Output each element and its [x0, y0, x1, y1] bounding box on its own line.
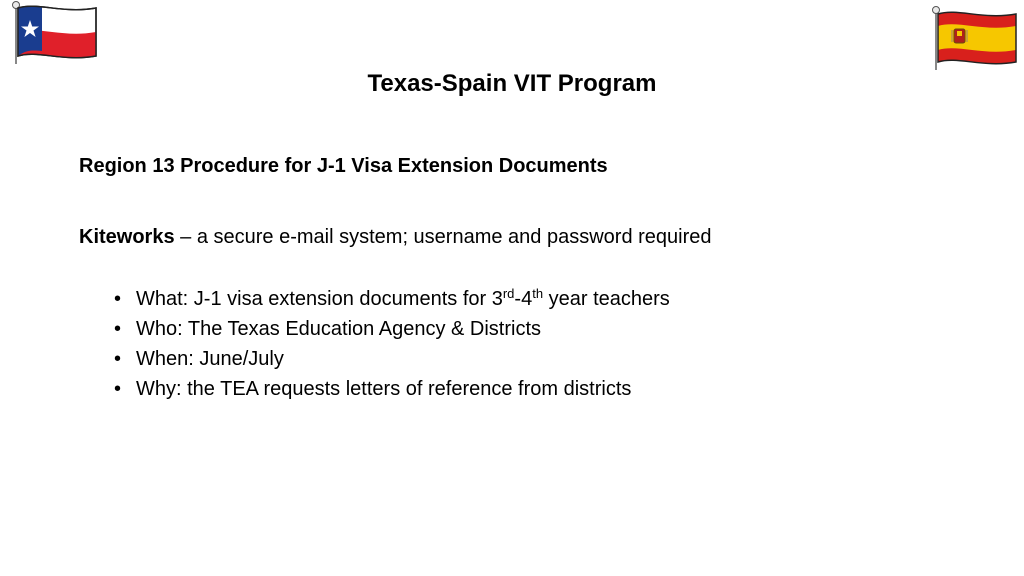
- bullet-dot-icon: •: [114, 318, 122, 340]
- bullet-list: [114, 284, 670, 404]
- page-title: Texas-Spain VIT Program: [367, 70, 657, 97]
- intro-line: [79, 226, 712, 249]
- bullet-dot-icon: •: [114, 288, 122, 310]
- bullet-what: • What: J-1 visa extension documents for 3rd-4th year teachers: [114, 284, 670, 314]
- bullet-when: • When: June/July: [114, 344, 670, 374]
- bullet-why: • Why: the TEA requests letters of reference from districts: [114, 374, 670, 404]
- bullet-dot-icon: •: [114, 348, 122, 370]
- spain-flag-icon: [928, 0, 1022, 72]
- section-heading: Region 13 Procedure for J-1 Visa Extension Documents: [79, 155, 608, 177]
- kiteworks-keyword: Kiteworks: [79, 226, 175, 248]
- bullet-who: • Who: The Texas Education Agency & Districts: [114, 314, 670, 344]
- bullet-dot-icon: •: [114, 378, 122, 400]
- intro-description: – a secure e-mail system; username and password required: [174, 226, 712, 248]
- texas-flag-icon: [8, 0, 102, 66]
